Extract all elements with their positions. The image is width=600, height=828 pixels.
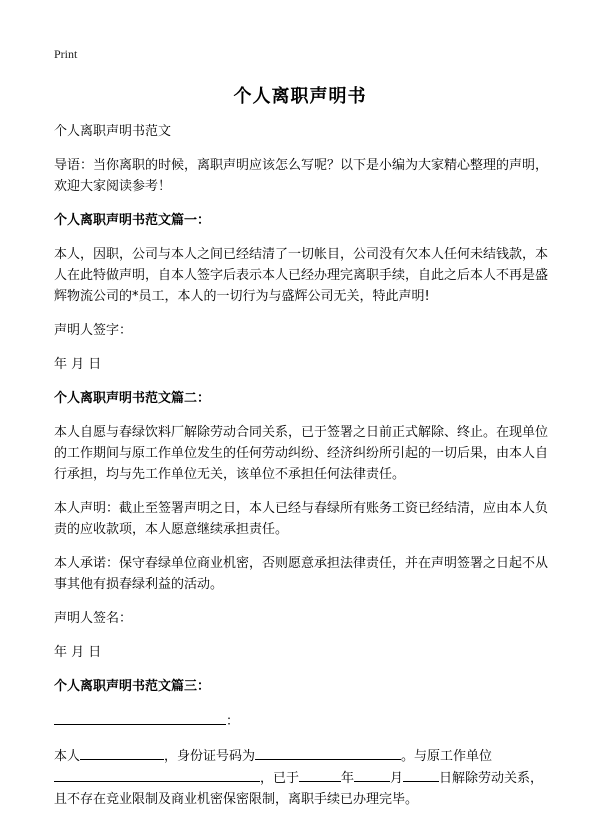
section1-signature: 声明人签字： xyxy=(54,323,133,338)
text-part3: 。与原工作单位 xyxy=(401,749,493,764)
text-part5: 日解除劳动关系，且不存在竞业限制及商业机密保密限制，离职手续已办理完毕。 xyxy=(54,771,544,807)
section2-date: 年 月 日 xyxy=(54,645,102,660)
document-title: 个人离职声明书 xyxy=(233,86,367,107)
intro-paragraph: 导语：当你离职的时候，离职声明应该怎么写呢？以下是小编为大家精心整理的声明，欢迎大家阅读参考！ xyxy=(54,158,549,194)
section1-heading: 个人离职声明书范文篇一： xyxy=(54,213,211,228)
subtitle: 个人离职声明书范文 xyxy=(54,124,172,139)
blank-employer xyxy=(54,767,260,782)
section3-paragraph xyxy=(54,745,554,810)
print-link[interactable]: Print xyxy=(54,47,78,61)
text-year: 年 xyxy=(341,771,355,786)
document-body xyxy=(54,121,554,823)
blank-day xyxy=(403,767,439,782)
section2-paragraph1: 本人自愿与春绿饮料厂解除劳动合同关系，已于签署之日前正式解除、终止。在现单位的工作期间与原工作单位发生的任何劳动纠纷、经济纠纷所引起的一切后果，由本人自行承担，均与先工作单位无关，该单位不承担任何法律责任。 xyxy=(54,425,549,482)
blank-id-number xyxy=(255,745,401,760)
section1-date: 年 月 日 xyxy=(54,357,102,372)
text-part2: ，身份证号码为 xyxy=(164,749,256,764)
section1-paragraph: 本人，因职，公司与本人之间已经结清了一切帐目，公司没有欠本人任何未结钱款，本人在此特做声明，自本人签字后表示本人已经办理完离职手续，自此之后本人不再是盛辉物流公司的*员工，本人的一切行为与盛辉公司无关，特此声明! xyxy=(54,247,549,304)
text-month: 月 xyxy=(390,771,404,786)
name-line-colon: ： xyxy=(226,714,240,729)
section2-paragraph3: 本人承诺：保守春绿单位商业机密，否则愿意承担法律责任，并在声明签署之日起不从事其他有损春绿利益的活动。 xyxy=(54,556,549,592)
blank-month xyxy=(354,767,390,782)
section2-paragraph2: 本人声明：截止至签署声明之日，本人已经与春绿所有账务工资已经结清，应由本人负责的应收款项，本人愿意继续承担责任。 xyxy=(54,501,549,537)
text-part4: ，已于 xyxy=(260,771,300,786)
text-part1: 本人 xyxy=(54,749,81,764)
section3-name-line xyxy=(54,710,554,732)
section3-heading: 个人离职声明书范文篇三： xyxy=(54,679,211,694)
section2-signature: 声明人签名： xyxy=(54,611,133,626)
name-blank-line xyxy=(54,710,226,725)
blank-year xyxy=(299,767,341,782)
section2-heading: 个人离职声明书范文篇二： xyxy=(54,391,211,406)
blank-name xyxy=(80,745,164,760)
